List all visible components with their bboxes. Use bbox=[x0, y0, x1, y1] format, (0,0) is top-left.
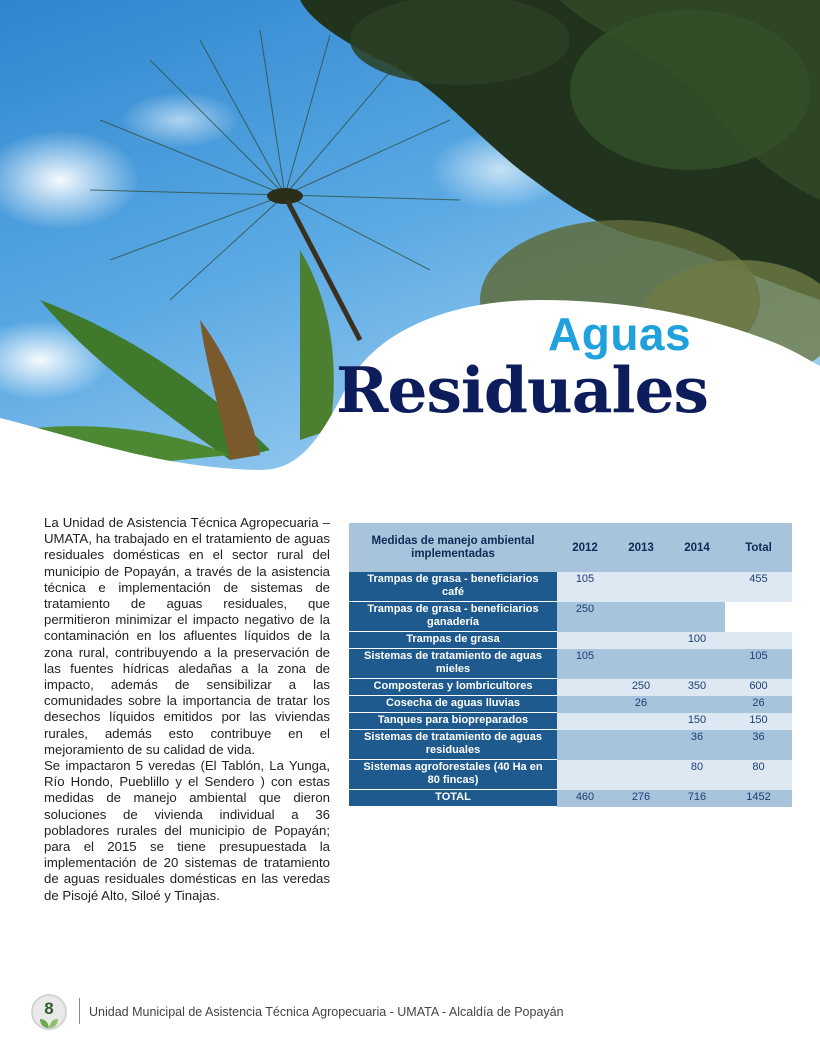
row-label: Sistemas agroforestales (40 Ha en 80 fincas) bbox=[349, 760, 557, 790]
cell-2012: 250 bbox=[557, 602, 613, 632]
total-2012: 460 bbox=[557, 790, 613, 807]
cell-2014: 350 bbox=[669, 679, 725, 696]
header-photo bbox=[0, 0, 820, 470]
table-row bbox=[349, 602, 792, 632]
table-total-row bbox=[349, 790, 792, 807]
header-2014: 2014 bbox=[669, 523, 725, 572]
cell-total: 600 bbox=[725, 679, 792, 696]
header-total: Total bbox=[725, 523, 792, 572]
cell-2012 bbox=[557, 713, 613, 730]
total-2013: 276 bbox=[613, 790, 669, 807]
page-number: 8 bbox=[44, 999, 54, 1018]
cell-total: 455 bbox=[725, 572, 792, 602]
table-row bbox=[349, 572, 792, 602]
cell-2012: 105 bbox=[557, 649, 613, 679]
cell-2014: 80 bbox=[669, 760, 725, 790]
table-row bbox=[349, 696, 792, 713]
cell-total: 150 bbox=[725, 713, 792, 730]
measures-table bbox=[349, 523, 792, 807]
cell-2012 bbox=[557, 730, 613, 760]
row-label: Cosecha de aguas lluvias bbox=[349, 696, 557, 713]
cell-2013 bbox=[613, 713, 669, 730]
total-total: 1452 bbox=[725, 790, 792, 807]
cell-2013 bbox=[613, 730, 669, 760]
cell-2014 bbox=[669, 572, 725, 602]
header-2012: 2012 bbox=[557, 523, 613, 572]
body-text bbox=[44, 515, 330, 904]
cell-2012: 105 bbox=[557, 572, 613, 602]
cell-total: 105 bbox=[725, 649, 792, 679]
cell-total bbox=[725, 632, 792, 649]
cell-2013 bbox=[613, 649, 669, 679]
body-paragraph-2: Se impactaron 5 veredas (El Tablón, La Yunga, Río Hondo, Pueblillo y el Sendero ) con estas medidas de manejo ambiental que dieron soluciones de vivienda individual a 36 pobladores rurales del municipio de Popayán; para el 2015 se tiene presupuestada la implementación de 20 sistemas de tratamiento de aguas residuales domésticas en las veredas de Pisojé Alto, Siloé y Tinajas. bbox=[44, 758, 330, 903]
title-aguas: Aguas bbox=[548, 308, 692, 360]
row-label: Trampas de grasa - beneficiarios ganadería bbox=[349, 602, 557, 632]
body-paragraph-1: La Unidad de Asistencia Técnica Agropecuaria –UMATA, ha trabajado en el tratamiento de aguas residuales domésticas en el sector rural del municipio de Popayán, a través de la asistencia técnica e implementación de sistemas de tratamiento de aguas residuales, que permitieron minimizar el impacto negativo de la contaminación en los afluentes líquidos de la zona rural, contribuyendo a la preservación de las fuentes hídricas aledañas a la zona de impacto, además de sensibilizar a las comunidades sobre la importancia de tratar los desechos líquidos emitidos por las viviendas rurales, además esto contribuye en el mejoramiento de su calidad de vida. bbox=[44, 515, 330, 757]
cell-2014: 150 bbox=[669, 713, 725, 730]
cell-2012 bbox=[557, 679, 613, 696]
table-row bbox=[349, 649, 792, 679]
footer-text: Unidad Municipal de Asistencia Técnica Agropecuaria - UMATA - Alcaldía de Popayán bbox=[89, 1005, 564, 1019]
title-residuales: Residuales bbox=[336, 353, 708, 427]
cell-total: 80 bbox=[725, 760, 792, 790]
cell-2013: 250 bbox=[613, 679, 669, 696]
cell-2013 bbox=[613, 602, 669, 632]
row-label: Sistemas de tratamiento de aguas mieles bbox=[349, 649, 557, 679]
cell-2014: 100 bbox=[669, 632, 725, 649]
footer-divider bbox=[79, 998, 80, 1024]
cell-total: 36 bbox=[725, 730, 792, 760]
cell-2012 bbox=[557, 760, 613, 790]
table-row bbox=[349, 632, 792, 649]
header-2013: 2013 bbox=[613, 523, 669, 572]
cell-2012 bbox=[557, 696, 613, 713]
cell-2013 bbox=[613, 760, 669, 790]
cell-2013 bbox=[613, 572, 669, 602]
cell-2013 bbox=[613, 632, 669, 649]
row-label: Trampas de grasa bbox=[349, 632, 557, 649]
cell-total: 26 bbox=[725, 696, 792, 713]
cell-2014 bbox=[669, 649, 725, 679]
cell-2014 bbox=[669, 602, 725, 632]
table-row bbox=[349, 760, 792, 790]
cell-total bbox=[725, 602, 792, 632]
table-row bbox=[349, 713, 792, 730]
total-label: TOTAL bbox=[349, 790, 557, 807]
row-label: Sistemas de tratamiento de aguas residuales bbox=[349, 730, 557, 760]
cell-2013: 26 bbox=[613, 696, 669, 713]
cell-2014 bbox=[669, 696, 725, 713]
row-label: Composteras y lombricultores bbox=[349, 679, 557, 696]
cell-2014: 36 bbox=[669, 730, 725, 760]
table-header-row bbox=[349, 523, 792, 572]
header-medidas: Medidas de manejo ambiental implementadas bbox=[349, 523, 557, 572]
total-2014: 716 bbox=[669, 790, 725, 807]
cell-2012 bbox=[557, 632, 613, 649]
table-row bbox=[349, 730, 792, 760]
page-footer bbox=[31, 992, 791, 1036]
leaf-icon bbox=[39, 1017, 59, 1029]
table-row bbox=[349, 679, 792, 696]
row-label: Trampas de grasa - beneficiarios café bbox=[349, 572, 557, 602]
row-label: Tanques para biopreparados bbox=[349, 713, 557, 730]
